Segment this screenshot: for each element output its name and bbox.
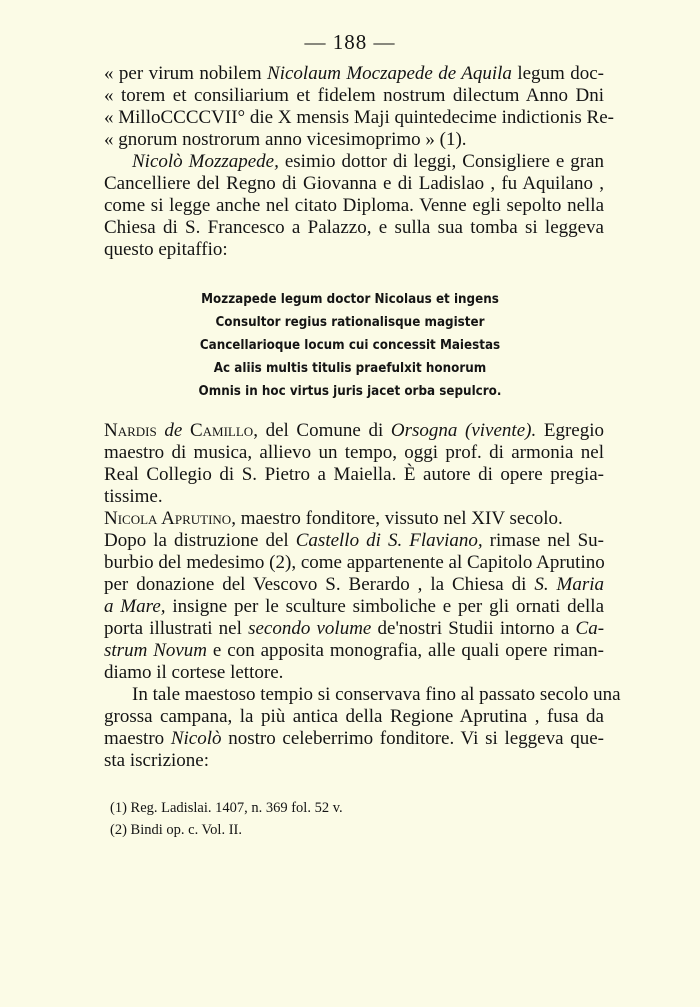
epitaph-line: Cancellarioque locum cui concessit Maiestas (199, 337, 501, 353)
paragraph-block-1 (104, 63, 614, 261)
footnote-1: (1) Reg. Ladislai. 1407, n. 369 fol. 52 v. (110, 800, 343, 816)
text-line: maestro Nicolò nostro celeberrimo fonditore. Vi si leggeva que- (104, 728, 604, 749)
text-line: Chiesa di S. Francesco a Palazzo, e sulla sua tomba si leggeva (104, 217, 604, 238)
text-line: per donazione del Vescovo S. Berardo , la Chiesa di S. Maria (104, 574, 605, 595)
epitaph-line: Mozzapede legum doctor Nicolaus et ingens (201, 291, 499, 307)
text-line: « per virum nobilem Nicolaum Moczapede de Aquila legum doc- (104, 63, 604, 84)
text-line: « gnorum nostrorum anno vicesimoprimo » (1). (104, 129, 467, 150)
text-line: maestro di musica, allievo un tempo, oggi prof. di armonia nel (104, 442, 604, 463)
footnote-2: (2) Bindi op. c. Vol. II. (110, 822, 242, 838)
text-line: « torem et consiliarium et fidelem nostrum dilectum Anno Dni (104, 85, 604, 106)
text-line: come si legge anche nel citato Diploma. Venne egli sepolto nella (104, 195, 604, 216)
text-line: « MilloCCCCVII° die X mensis Maji quintedecime indictionis Re- (104, 107, 614, 128)
text-line: tissime. (104, 486, 163, 507)
text-line: burbio del medesimo (2), come appartenente al Capitolo Aprutino (104, 552, 605, 573)
epitaph (183, 288, 517, 403)
text-line: In tale maestoso tempio si conservava fino al passato secolo una (132, 684, 621, 705)
text-line: sta iscrizione: (104, 750, 209, 771)
text-line: porta illustrati nel secondo volume de'nostri Studii intorno a Ca- (104, 618, 605, 639)
text-line: a Mare, insigne per le sculture simboliche e per gli ornati della (104, 596, 604, 617)
footnotes (110, 797, 343, 841)
text-line: diamo il cortese lettore. (104, 662, 284, 683)
paragraph-block-2 (104, 420, 621, 772)
epitaph-line: Omnis in hoc virtus juris jacet orba sepulcro. (198, 383, 502, 399)
text-line: Dopo la distruzione del Castello di S. Flaviano, rimase nel Su- (104, 530, 604, 551)
text-line: Nicolò Mozzapede, esimio dottor di leggi, Consigliere e gran (132, 151, 605, 172)
text-line: strum Novum e con apposita monografia, alle quali opere riman- (104, 640, 605, 661)
text-line: Nicola Aprutino, maestro fonditore, vissuto nel XIV secolo. (104, 508, 563, 529)
text-line: Nardis de Camillo, del Comune di Orsogna (vivente). Egregio (104, 420, 604, 441)
text-line: questo epitaffio: (104, 239, 228, 260)
epitaph-line: Ac aliis multis titulis praefulxit honorum (213, 360, 487, 376)
text-line: Real Collegio di S. Pietro a Maiella. È autore di opere pregia- (104, 464, 604, 485)
page-number: — 188 — (304, 30, 396, 54)
text-line: Cancelliere del Regno di Giovanna e di Ladislao , fu Aquilano , (104, 173, 604, 194)
epitaph-line: Consultor regius rationalisque magister (215, 314, 485, 330)
text-line: grossa campana, la più antica della Regione Aprutina , fusa da (104, 706, 604, 727)
